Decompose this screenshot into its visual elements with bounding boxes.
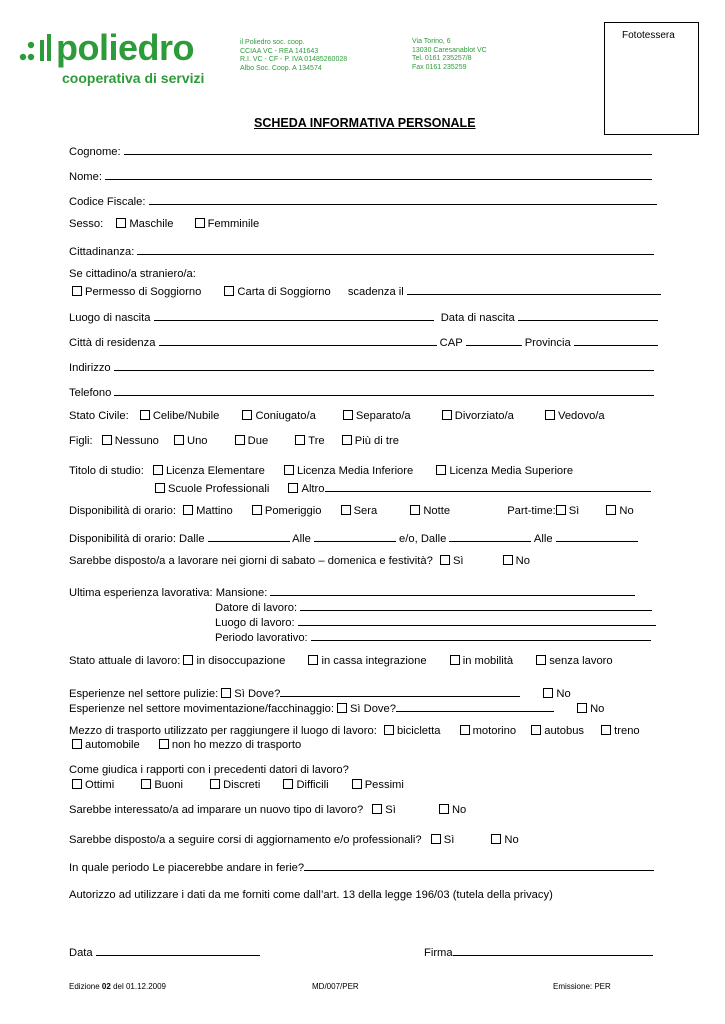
bicicletta-label: bicicletta	[396, 725, 441, 737]
row-sesso	[69, 218, 259, 230]
treno-label: treno	[614, 725, 640, 737]
scuole-prof-label: Scuole Professionali	[168, 483, 270, 495]
pessimi-checkbox[interactable]	[352, 779, 362, 789]
altro-field[interactable]	[325, 480, 651, 492]
pulizie-no-checkbox[interactable]	[543, 688, 553, 698]
citta-field[interactable]	[159, 334, 437, 346]
notte-checkbox[interactable]	[410, 505, 420, 515]
sabato-si-label: Sì	[452, 555, 464, 567]
separato-label: Separato/a	[355, 410, 411, 422]
provincia-label: Provincia	[524, 337, 571, 349]
mansione-field[interactable]	[270, 584, 635, 596]
femminile-label: Femminile	[207, 218, 260, 230]
altro-label: Altro	[301, 483, 325, 495]
tre-checkbox[interactable]	[295, 435, 305, 445]
scadenza-field[interactable]	[407, 283, 661, 295]
photo-box[interactable]	[604, 22, 699, 135]
vedovo-label: Vedovo/a	[557, 410, 605, 422]
edizione-number: 02	[101, 982, 111, 991]
ultima-esp-label: Ultima esperienza lavorativa: Mansione:	[69, 587, 268, 599]
motorino-checkbox[interactable]	[460, 725, 470, 735]
row-corsi	[69, 834, 519, 846]
cassa-checkbox[interactable]	[308, 655, 318, 665]
celibe-checkbox[interactable]	[140, 410, 150, 420]
row-titolo-2	[155, 480, 651, 495]
company-line: R.I. VC - CF - P. IVA 01485260028	[240, 56, 348, 63]
row-titolo-1	[69, 465, 573, 477]
pulizie-dove-field[interactable]	[280, 685, 520, 697]
carta-label: Carta di Soggiorno	[237, 286, 331, 298]
corsi-si-label: Sì	[443, 834, 455, 846]
row-residenza	[69, 334, 658, 349]
pomeriggio-label: Pomeriggio	[264, 505, 322, 517]
ferie-field[interactable]	[304, 859, 654, 871]
row-telefono	[69, 384, 654, 399]
pulizie-dove-label: Dove?	[247, 688, 281, 700]
ferie-label: In quale periodo Le piacerebbe andare in ferie?	[69, 862, 305, 874]
motorino-label: motorino	[472, 725, 517, 737]
data-label: Data	[69, 947, 93, 959]
pulizie-si-label: Sì	[234, 688, 245, 700]
part-time-si-label: Sì	[568, 505, 580, 517]
datore-field[interactable]	[300, 599, 652, 611]
row-mezzo	[69, 725, 640, 737]
carta-checkbox[interactable]	[224, 286, 234, 296]
cap-label: CAP	[439, 337, 463, 349]
page-title: SCHEDA INFORMATIVA PERSONALE	[254, 116, 476, 130]
no-mezzo-label: non ho mezzo di trasporto	[171, 739, 302, 751]
row-disp-dalle	[69, 530, 638, 545]
automobile-label: automobile	[85, 739, 140, 751]
footer-code: MD/007/PER	[312, 982, 359, 991]
provincia-field[interactable]	[574, 334, 658, 346]
mobilita-checkbox[interactable]	[450, 655, 460, 665]
mattino-checkbox[interactable]	[183, 505, 193, 515]
piu-di-tre-label: Più di tre	[354, 435, 399, 447]
address-line: Via Torino, 6	[412, 38, 451, 45]
sera-checkbox[interactable]	[341, 505, 351, 515]
row-stato-attuale	[69, 655, 613, 667]
stato-civile-label: Stato Civile:	[69, 410, 129, 422]
automobile-checkbox[interactable]	[72, 739, 82, 749]
altro-checkbox[interactable]	[288, 483, 298, 493]
coniugato-checkbox[interactable]	[242, 410, 252, 420]
part-time-label: Part-time:	[507, 505, 556, 517]
privacy-text: Autorizzo ad utilizzare i dati da me forniti come dall’art. 13 della legge 196/03 (tutela della privacy)	[69, 889, 553, 901]
sera-label: Sera	[353, 505, 378, 517]
scadenza-label: scadenza il	[347, 286, 404, 298]
row-stato-civile	[69, 410, 605, 422]
movim-no-checkbox[interactable]	[577, 703, 587, 713]
alle-1-field[interactable]	[314, 530, 396, 542]
ottimi-checkbox[interactable]	[72, 779, 82, 789]
citta-label: Città di residenza	[69, 337, 156, 349]
scuole-prof-checkbox[interactable]	[155, 483, 165, 493]
tre-label: Tre	[308, 435, 325, 447]
notte-label: Notte	[423, 505, 451, 517]
mobilita-label: in mobilità	[462, 655, 514, 667]
data-field[interactable]	[96, 944, 260, 956]
lic-media-sup-checkbox[interactable]	[436, 465, 446, 475]
pulizie-no-label: No	[556, 688, 571, 700]
uno-label: Uno	[187, 435, 208, 447]
firma-field[interactable]	[453, 944, 653, 956]
alle-2-field[interactable]	[556, 530, 638, 542]
row-cf	[69, 193, 657, 208]
maschile-checkbox[interactable]	[116, 218, 126, 228]
difficili-checkbox[interactable]	[283, 779, 293, 789]
data-nascita-field[interactable]	[518, 309, 658, 321]
company-line: Albo Soc. Coop. A 134574	[240, 64, 322, 72]
sabato-no-label: No	[515, 555, 530, 567]
mattino-label: Mattino	[196, 505, 233, 517]
disp-dalle-label: Disponibilità di orario: Dalle	[69, 533, 205, 545]
sabato-no-checkbox[interactable]	[503, 555, 513, 565]
nuovo-no-label: No	[451, 804, 467, 816]
cognome-label: Cognome:	[69, 146, 121, 158]
nome-label: Nome:	[69, 171, 102, 183]
logo-dots-icon	[18, 30, 54, 66]
lic-media-inf-label: Licenza Media Inferiore	[296, 465, 414, 477]
lic-media-sup-label: Licenza Media Superiore	[449, 465, 574, 477]
company-info	[240, 39, 347, 73]
esp-movim-label: Esperienze nel settore movimentazione/facchinaggio:	[69, 703, 334, 715]
row-esp-movim	[69, 700, 604, 715]
part-time-si-checkbox[interactable]	[556, 505, 566, 515]
divorziato-label: Divorziato/a	[454, 410, 514, 422]
nuovo-no-checkbox[interactable]	[439, 804, 449, 814]
cognome-field[interactable]	[124, 143, 652, 155]
cap-field[interactable]	[466, 334, 522, 346]
celibe-label: Celibe/Nubile	[152, 410, 220, 422]
nome-field[interactable]	[105, 168, 652, 180]
row-giudizio	[72, 779, 404, 791]
movim-dove-field[interactable]	[396, 700, 554, 712]
maschile-label: Maschile	[129, 218, 174, 230]
indirizzo-field[interactable]	[114, 359, 654, 371]
due-checkbox[interactable]	[235, 435, 245, 445]
sesso-label: Sesso:	[69, 218, 104, 230]
pomeriggio-checkbox[interactable]	[252, 505, 262, 515]
photo-label: Fototessera	[622, 30, 675, 41]
alle-2-label: Alle	[533, 533, 553, 545]
luogo-lavoro-label: Luogo di lavoro:	[215, 617, 295, 629]
footer-edizione	[69, 982, 166, 991]
edizione-label: Edizione	[69, 982, 100, 991]
row-disp-orario	[69, 505, 634, 517]
vedovo-checkbox[interactable]	[545, 410, 555, 420]
row-figli	[69, 435, 399, 447]
lic-elem-label: Licenza Elementare	[165, 465, 265, 477]
corsi-no-checkbox[interactable]	[491, 834, 501, 844]
nuovo-tipo-label: Sarebbe interessato/a ad imparare un nuovo tipo di lavoro?	[69, 804, 364, 816]
buoni-label: Buoni	[154, 779, 183, 791]
stato-attuale-label: Stato attuale di lavoro:	[69, 655, 181, 667]
row-cognome	[69, 143, 652, 158]
company-line: il Poliedro soc. coop.	[240, 39, 305, 46]
row-nuovo-tipo	[69, 804, 466, 816]
row-firma	[424, 944, 653, 959]
disoccupazione-label: in disoccupazione	[196, 655, 286, 667]
buoni-checkbox[interactable]	[141, 779, 151, 789]
coniugato-label: Coniugato/a	[255, 410, 316, 422]
corsi-label: Sarebbe disposto/a a seguire corsi di aggiornamento e/o professionali?	[69, 834, 422, 846]
row-mezzo-2	[72, 739, 301, 751]
company-line: CCIAA VC - REA 141643	[240, 47, 319, 55]
row-mansione	[69, 584, 635, 599]
autobus-label: autobus	[544, 725, 585, 737]
difficili-label: Difficili	[296, 779, 329, 791]
nuovo-si-label: Sì	[385, 804, 396, 816]
periodo-field[interactable]	[311, 629, 651, 641]
row-esp-pulizie	[69, 685, 571, 700]
cittadinanza-field[interactable]	[137, 243, 654, 255]
row-datore	[215, 599, 652, 614]
sabato-label: Sarebbe disposto/a a lavorare nei giorni di sabato – domenica e festività?	[69, 555, 433, 567]
alle-1-label: Alle	[292, 533, 311, 545]
address-info	[412, 38, 487, 72]
row-cittadinanza	[69, 243, 654, 258]
footer-emissione: Emissione: PER	[553, 982, 611, 991]
dalle-2-field[interactable]	[449, 530, 531, 542]
nessuno-label: Nessuno	[114, 435, 159, 447]
uno-checkbox[interactable]	[174, 435, 184, 445]
figli-label: Figli:	[69, 435, 93, 447]
address-line: Fax 0161 235259	[412, 63, 467, 71]
part-time-no-checkbox[interactable]	[606, 505, 616, 515]
nessuno-checkbox[interactable]	[102, 435, 112, 445]
corsi-no-label: No	[504, 834, 519, 846]
lic-elem-checkbox[interactable]	[153, 465, 163, 475]
row-data	[69, 944, 260, 959]
discreti-checkbox[interactable]	[210, 779, 220, 789]
senza-lavoro-checkbox[interactable]	[536, 655, 546, 665]
movim-no-label: No	[590, 703, 605, 715]
permesso-checkbox[interactable]	[72, 286, 82, 296]
mezzo-label: Mezzo di trasporto utilizzato per raggiungere il luogo di lavoro:	[69, 725, 377, 737]
telefono-label: Telefono	[69, 387, 112, 399]
permesso-label: Permesso di Soggiorno	[85, 286, 202, 298]
address-line: 13030 Caresanablot VC	[412, 46, 487, 54]
disoccupazione-checkbox[interactable]	[183, 655, 193, 665]
periodo-label: Periodo lavorativo:	[215, 632, 308, 644]
bicicletta-checkbox[interactable]	[384, 725, 394, 735]
firma-label: Firma	[424, 947, 453, 959]
titolo-label: Titolo di studio:	[69, 465, 144, 477]
sabato-si-checkbox[interactable]	[440, 555, 450, 565]
dalle-1-field[interactable]	[208, 530, 290, 542]
movim-si-checkbox[interactable]	[337, 703, 347, 713]
autobus-checkbox[interactable]	[531, 725, 541, 735]
cittadinanza-label: Cittadinanza:	[69, 246, 135, 258]
logo-subtitle: cooperativa di servizi	[62, 70, 205, 86]
disp-orario-label: Disponibilità di orario:	[69, 505, 176, 517]
row-ferie	[69, 859, 654, 874]
luogo-lavoro-field[interactable]	[298, 614, 656, 626]
treno-checkbox[interactable]	[601, 725, 611, 735]
address-line: Tel. 0161 235257/8	[412, 55, 472, 62]
luogo-nascita-label: Luogo di nascita	[69, 312, 151, 324]
row-sabato	[69, 555, 530, 567]
senza-lavoro-label: senza lavoro	[549, 655, 613, 667]
due-label: Due	[247, 435, 269, 447]
row-luogo-lavoro	[215, 614, 656, 629]
corsi-si-checkbox[interactable]	[431, 834, 441, 844]
ottimi-label: Ottimi	[85, 779, 115, 791]
logo-name: poliedro	[56, 27, 194, 68]
giudizio-label: Come giudica i rapporti con i precedenti datori di lavoro?	[69, 764, 349, 776]
telefono-field[interactable]	[114, 384, 654, 396]
row-indirizzo	[69, 359, 654, 374]
divorziato-checkbox[interactable]	[442, 410, 452, 420]
cf-label: Codice Fiscale:	[69, 196, 146, 208]
part-time-no-label: No	[619, 505, 634, 517]
esp-pulizie-label: Esperienze nel settore pulizie:	[69, 688, 219, 700]
pulizie-si-checkbox[interactable]	[221, 688, 231, 698]
discreti-label: Discreti	[223, 779, 261, 791]
straniero-label: Se cittadino/a straniero/a:	[69, 268, 196, 280]
row-soggiorno	[72, 283, 661, 298]
luogo-nascita-field[interactable]	[154, 309, 434, 321]
row-nascita	[69, 309, 658, 324]
movim-si-label: Sì	[349, 703, 361, 715]
femminile-checkbox[interactable]	[195, 218, 205, 228]
no-mezzo-checkbox[interactable]	[159, 739, 169, 749]
data-nascita-label: Data di nascita	[440, 312, 515, 324]
indirizzo-label: Indirizzo	[69, 362, 111, 374]
row-periodo	[215, 629, 651, 644]
cf-field[interactable]	[149, 193, 657, 205]
movim-dove-label: Dove?	[363, 703, 396, 715]
datore-label: Datore di lavoro:	[215, 602, 298, 614]
cassa-label: in cassa integrazione	[321, 655, 427, 667]
edizione-date: del 01.12.2009	[113, 982, 166, 991]
lic-media-inf-checkbox[interactable]	[284, 465, 294, 475]
pessimi-label: Pessimi	[364, 779, 404, 791]
eo-dalle-label: e/o, Dalle	[399, 533, 447, 545]
nuovo-si-checkbox[interactable]	[372, 804, 382, 814]
row-nome	[69, 168, 652, 183]
separato-checkbox[interactable]	[343, 410, 353, 420]
piu-di-tre-checkbox[interactable]	[342, 435, 352, 445]
